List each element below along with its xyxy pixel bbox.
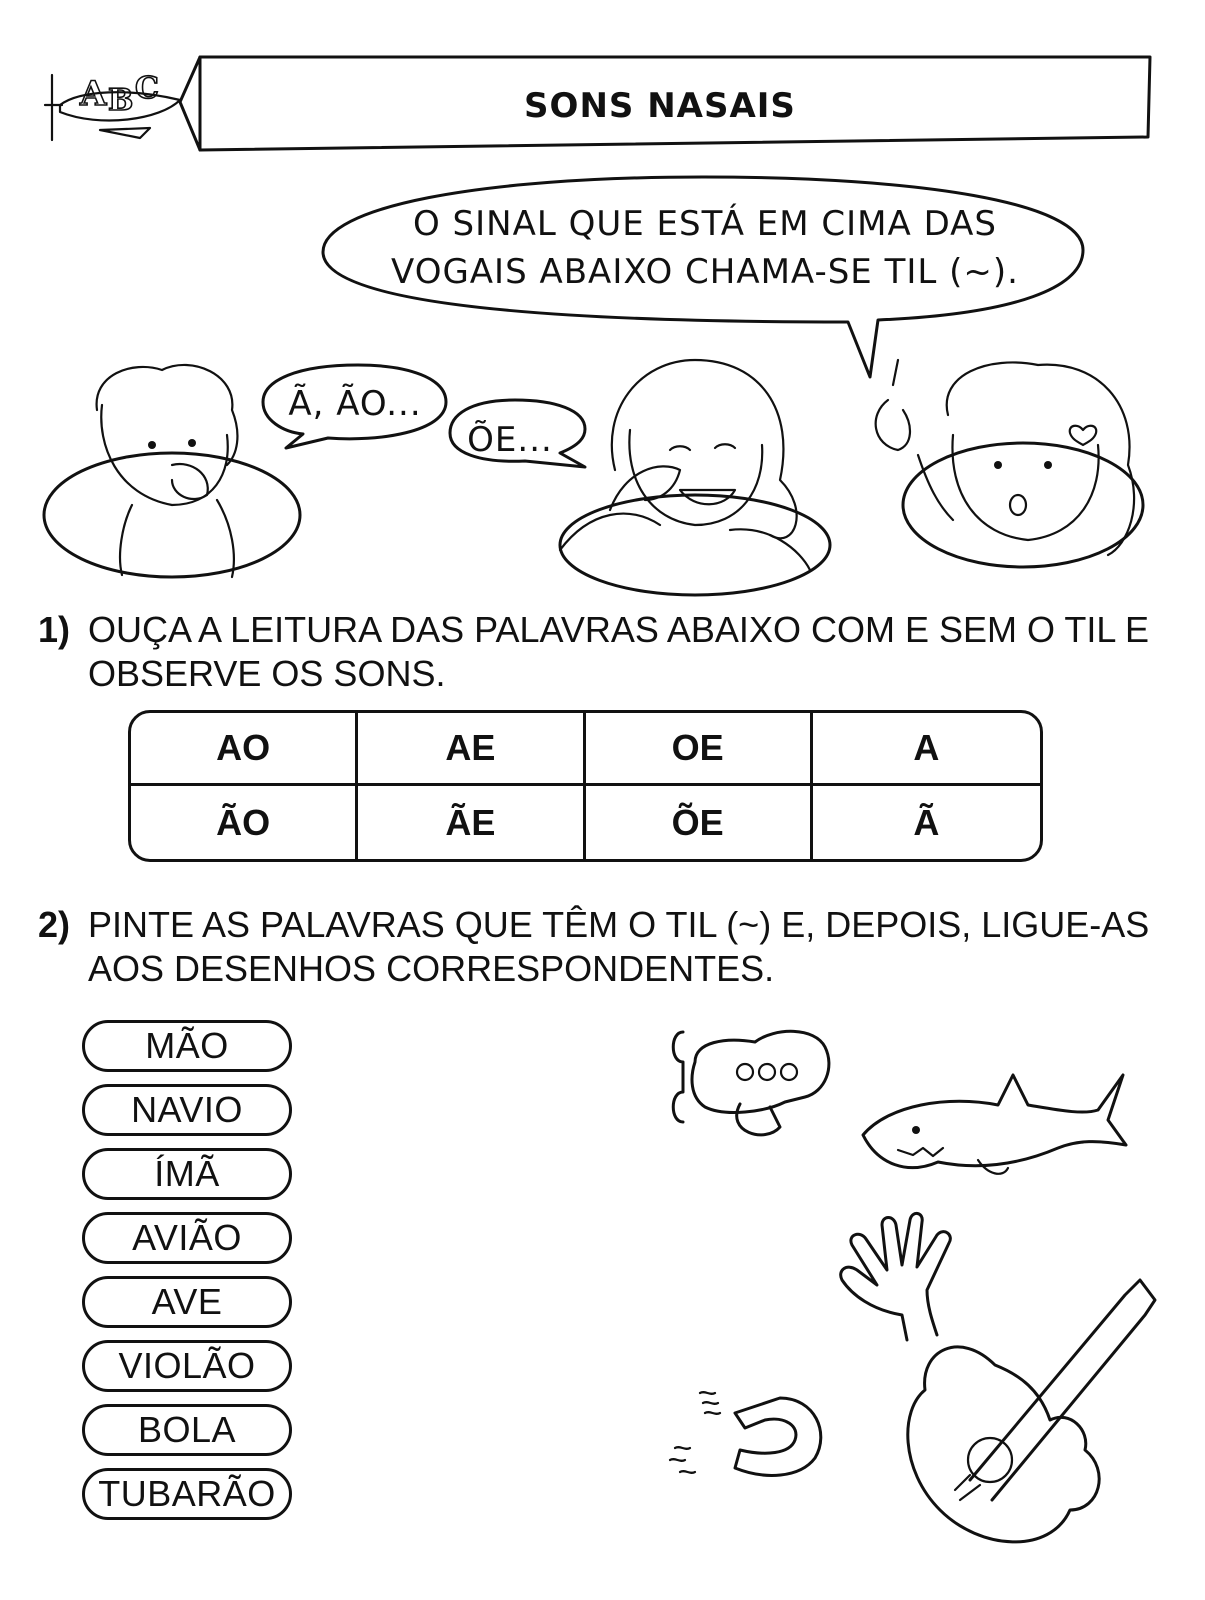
girl-speech-text: ÕE... [467,420,553,460]
question-2 [38,903,1178,1003]
girl-illustration [530,350,835,600]
syllable-cell: OE [586,713,813,786]
question-1-text: OUÇA A LEITURA DAS PALAVRAS ABAIXO COM E SEM O TIL E OBSERVE OS SONS. [88,609,1150,694]
syllable-cell: AE [358,713,585,786]
word-pill[interactable]: BOLA [82,1404,292,1456]
syllable-cell: ÃE [358,786,585,859]
abc-airplane-icon [40,50,190,150]
guitar-icon[interactable] [900,1270,1165,1560]
page-title: SONS NASAIS [524,86,796,126]
shark-icon[interactable] [858,1060,1128,1180]
word-pill[interactable]: AVE [82,1276,292,1328]
magnet-icon[interactable] [665,1388,830,1488]
question-1-number: 1) [38,609,71,650]
question-2-text: PINTE AS PALAVRAS QUE TÊM O TIL (~) E, DEPOIS, LIGUE-AS AOS DESENHOS CORRESPONDENTES. [88,904,1150,989]
syllable-cell: A [813,713,1040,786]
word-pill[interactable]: NAVIO [82,1084,292,1136]
curly-girl-illustration [858,355,1148,570]
main-speech-text: O SINAL QUE ESTÁ EM CIMA DAS VOGAIS ABAIXO CHAMA-SE TIL (~). [391,204,1019,292]
svg-text:B: B [108,83,134,118]
question-2-number: 2) [38,904,71,945]
boy-speech-text: Ã, ÃO... [288,384,422,424]
syllable-cell: ÃO [131,786,358,859]
word-pill[interactable]: AVIÃO [82,1212,292,1264]
airplane-icon[interactable] [665,1022,840,1147]
svg-text:C: C [135,71,159,106]
word-pill[interactable]: ÍMÃ [82,1148,292,1200]
syllable-cell: ÕE [586,786,813,859]
syllable-cell: Ã [913,801,940,843]
word-pill[interactable]: TUBARÃO [82,1468,292,1520]
syllable-cell: AO [131,713,358,786]
word-pill[interactable]: VIOLÃO [82,1340,292,1392]
svg-text:A: A [80,74,107,114]
question-1 [38,608,1178,708]
boy-illustration [42,355,307,585]
word-pill[interactable]: MÃO [82,1020,292,1072]
syllable-table [128,710,1043,862]
